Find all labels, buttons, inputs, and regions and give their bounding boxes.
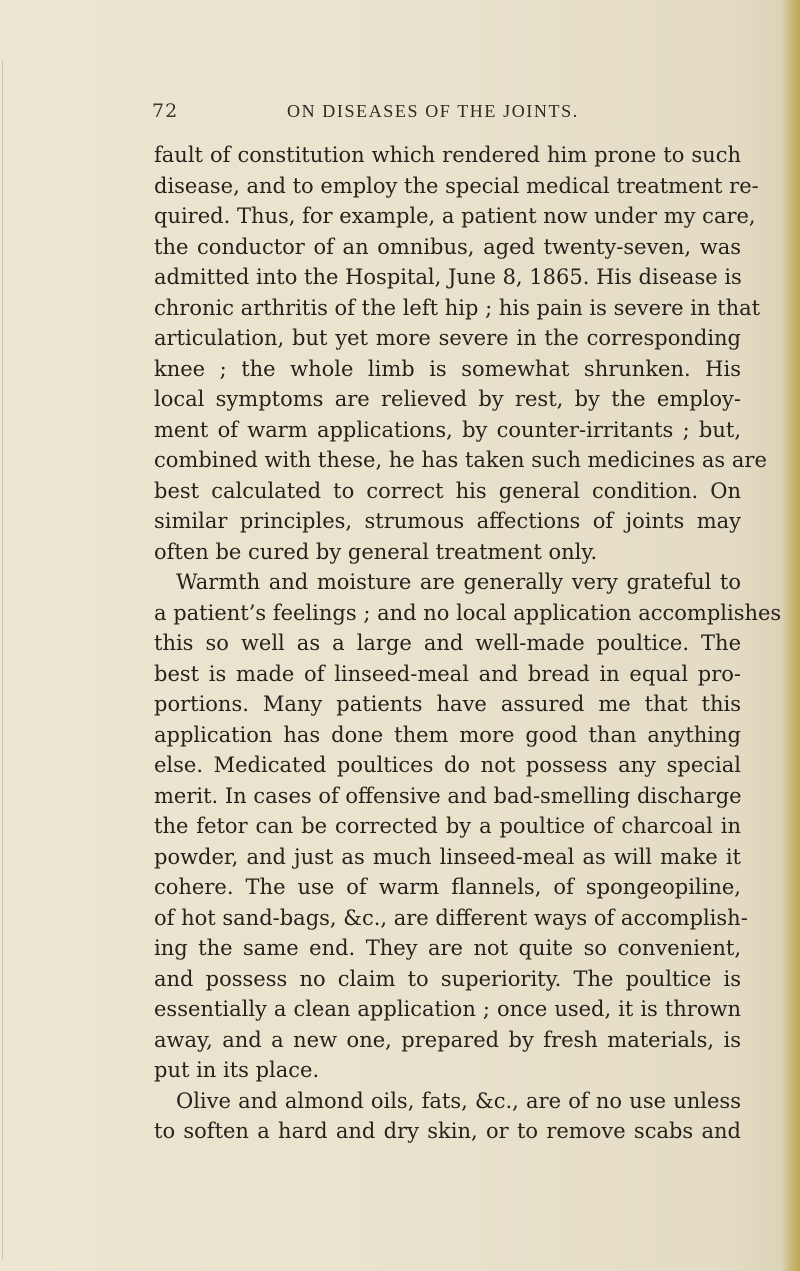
text-line: else. Medicated poultices do not possess any special xyxy=(154,753,741,777)
body-text xyxy=(154,140,782,1147)
text-line: ment of warm applications, by counter-irritants ; but, xyxy=(154,417,741,442)
running-head: ON DISEASES OF THE JOINTS. xyxy=(287,101,579,121)
text-line: Warmth and moisture are generally very grateful to xyxy=(176,570,741,594)
text-line: best calculated to correct his general condition. On xyxy=(154,478,741,503)
page-number: 72 xyxy=(152,100,179,122)
text-line: merit. In cases of offensive and bad-smelling discharge xyxy=(154,783,742,808)
text-line: often be cured by general treatment only. xyxy=(154,539,598,564)
text-line: best is made of linseed-meal and bread in equal pro- xyxy=(154,661,741,686)
text-line: articulation, but yet more severe in the corresponding xyxy=(154,326,741,350)
text-line: disease, and to employ the special medical treatment re- xyxy=(154,173,759,198)
text-line: similar principles, strumous affections of joints may xyxy=(154,509,741,533)
text-line: and possess no claim to superiority. The poultice is xyxy=(154,966,741,991)
text-line: Olive and almond oils, fats, &c., are of no use unless xyxy=(176,1088,741,1113)
text-line: put in its place. xyxy=(154,1058,320,1082)
text-line: the conductor of an omnibus, aged twenty-seven, was xyxy=(154,234,741,259)
text-line: away, and a new one, prepared by fresh materials, is xyxy=(154,1027,741,1052)
text-line: portions. Many patients have assured me that this xyxy=(154,692,741,716)
text-line: to soften a hard and dry skin, or to remove scabs and xyxy=(154,1119,741,1143)
text-line: cohere. The use of warm flannels, of spongeopiline, xyxy=(154,875,741,899)
text-line: the fetor can be corrected by a poultice of charcoal in xyxy=(154,814,741,838)
text-line: ing the same end. They are not quite so convenient, xyxy=(154,936,741,960)
text-line: fault of constitution which rendered him prone to such xyxy=(154,143,741,167)
text-line: application has done them more good than anything xyxy=(154,722,741,747)
text-line: knee ; the whole limb is somewhat shrunken. His xyxy=(154,356,741,381)
text-line: powder, and just as much linseed-meal as will make it xyxy=(154,844,741,869)
text-line: chronic arthritis of the left hip ; his pain is severe in that xyxy=(154,295,761,320)
text-line: local symptoms are relieved by rest, by the employ- xyxy=(154,387,741,411)
text-line: combined with these, he has taken such medicines as are xyxy=(154,448,767,472)
text-line: of hot sand-bags, &c., are different ways of accomplish- xyxy=(154,905,748,930)
text-line: admitted into the Hospital, June 8, 1865. His disease is xyxy=(154,265,742,289)
text-line: this so well as a large and well-made poultice. The xyxy=(154,631,741,655)
text-line: quired. Thus, for example, a patient now under my care, xyxy=(154,204,756,228)
text-line: essentially a clean application ; once used, it is thrown xyxy=(154,997,741,1021)
page-edge-line xyxy=(2,60,3,1260)
text-line: a patient’s feelings ; and no local application accomplishes xyxy=(154,600,782,625)
